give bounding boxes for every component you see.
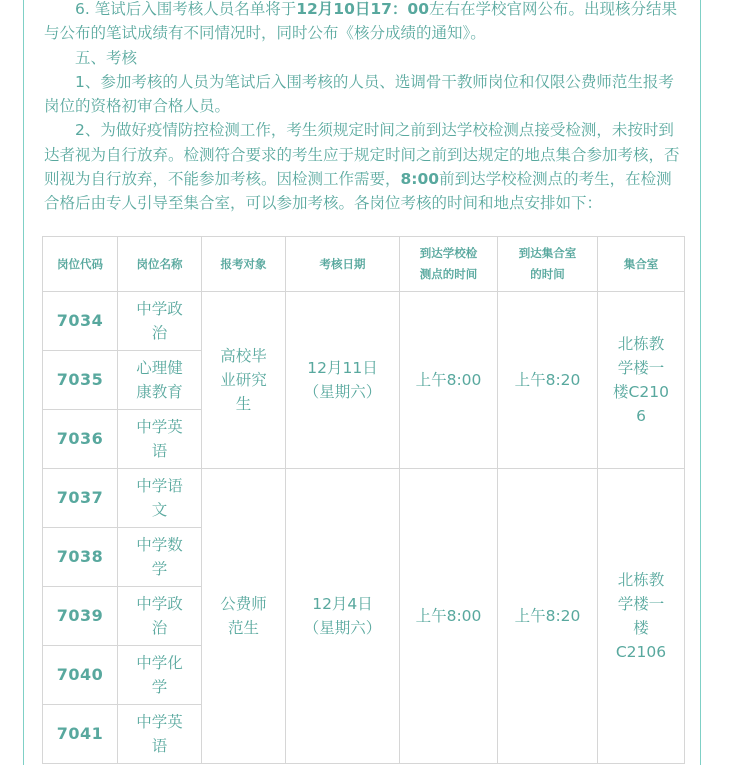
table-row [43, 469, 685, 528]
check-point-time: 上午8:00 [400, 292, 498, 469]
paragraph-result-announcement: 6. 笔试后入围考核人员名单将于12月10日17：00左右在学校官网公布。出现核分结果与公布的笔试成绩有不同情况时，同时公布《核分成绩的通知》。 [44, 0, 678, 43]
position-code: 7037 [43, 469, 118, 528]
assessment-date: 12月4日 （星期六） [286, 469, 400, 764]
notice-body [44, 0, 684, 216]
position-name: 中学化 学 [118, 646, 202, 705]
assembly-room: 北栋教 学楼一 楼 C2106 [598, 469, 685, 764]
header-check-time: 到达学校检 测点的时间 [400, 237, 498, 292]
applicant-target: 公费师 范生 [202, 469, 286, 764]
assessment-date: 12月11日 （星期六） [286, 292, 400, 469]
header-assembly-time: 到达集合室 的时间 [498, 237, 598, 292]
assembly-time: 上午8:20 [498, 469, 598, 764]
position-code: 7036 [43, 410, 118, 469]
check-deadline-time: 8:00 [400, 170, 440, 189]
position-name: 中学政 治 [118, 587, 202, 646]
frame-right-border [700, 0, 701, 765]
header-code: 岗位代码 [43, 237, 118, 292]
position-name: 中学数 学 [118, 528, 202, 587]
paragraph-epidemic-check: 2、为做好疫情防控检测工作，考生须规定时间之前到达学校检测点接受检测，未按时到达者视为自行放弃。检测符合要求的考生应于规定时间之前到达规定的地点集合参加考核，否则视为自行放弃，不能参加考核。因检测工作需要，8:00前到达学校检测点的考生，在检测合格后由专人引导至集合室，可以参加考核。各岗位考核的时间和地点安排如下： [44, 121, 680, 213]
announcement-time: 12月10日17：00 [296, 0, 429, 18]
position-name: 中学语 文 [118, 469, 202, 528]
section-heading-assessment: 五、考核 [75, 48, 138, 67]
assessment-schedule-table [42, 236, 685, 764]
header-target: 报考对象 [202, 237, 286, 292]
frame-left-border [23, 0, 24, 765]
assembly-time: 上午8:20 [498, 292, 598, 469]
position-name: 中学英 语 [118, 705, 202, 764]
assembly-room: 北栋教 学楼一 楼C210 6 [598, 292, 685, 469]
paragraph-eligibility: 1、参加考核的人员为笔试后入围考核的人员、选调骨干教师岗位和仅限公费师范生报考岗位的资格初审合格人员。 [44, 72, 674, 116]
position-code: 7041 [43, 705, 118, 764]
table-row [43, 292, 685, 351]
applicant-target: 高校毕 业研究 生 [202, 292, 286, 469]
position-name: 中学政 治 [118, 292, 202, 351]
header-name: 岗位名称 [118, 237, 202, 292]
position-code: 7038 [43, 528, 118, 587]
table-header-row [43, 237, 685, 292]
position-code: 7039 [43, 587, 118, 646]
position-code: 7035 [43, 351, 118, 410]
position-code: 7040 [43, 646, 118, 705]
position-name: 中学英 语 [118, 410, 202, 469]
header-room: 集合室 [598, 237, 685, 292]
check-point-time: 上午8:00 [400, 469, 498, 764]
position-name: 心理健 康教育 [118, 351, 202, 410]
header-date: 考核日期 [286, 237, 400, 292]
position-code: 7034 [43, 292, 118, 351]
